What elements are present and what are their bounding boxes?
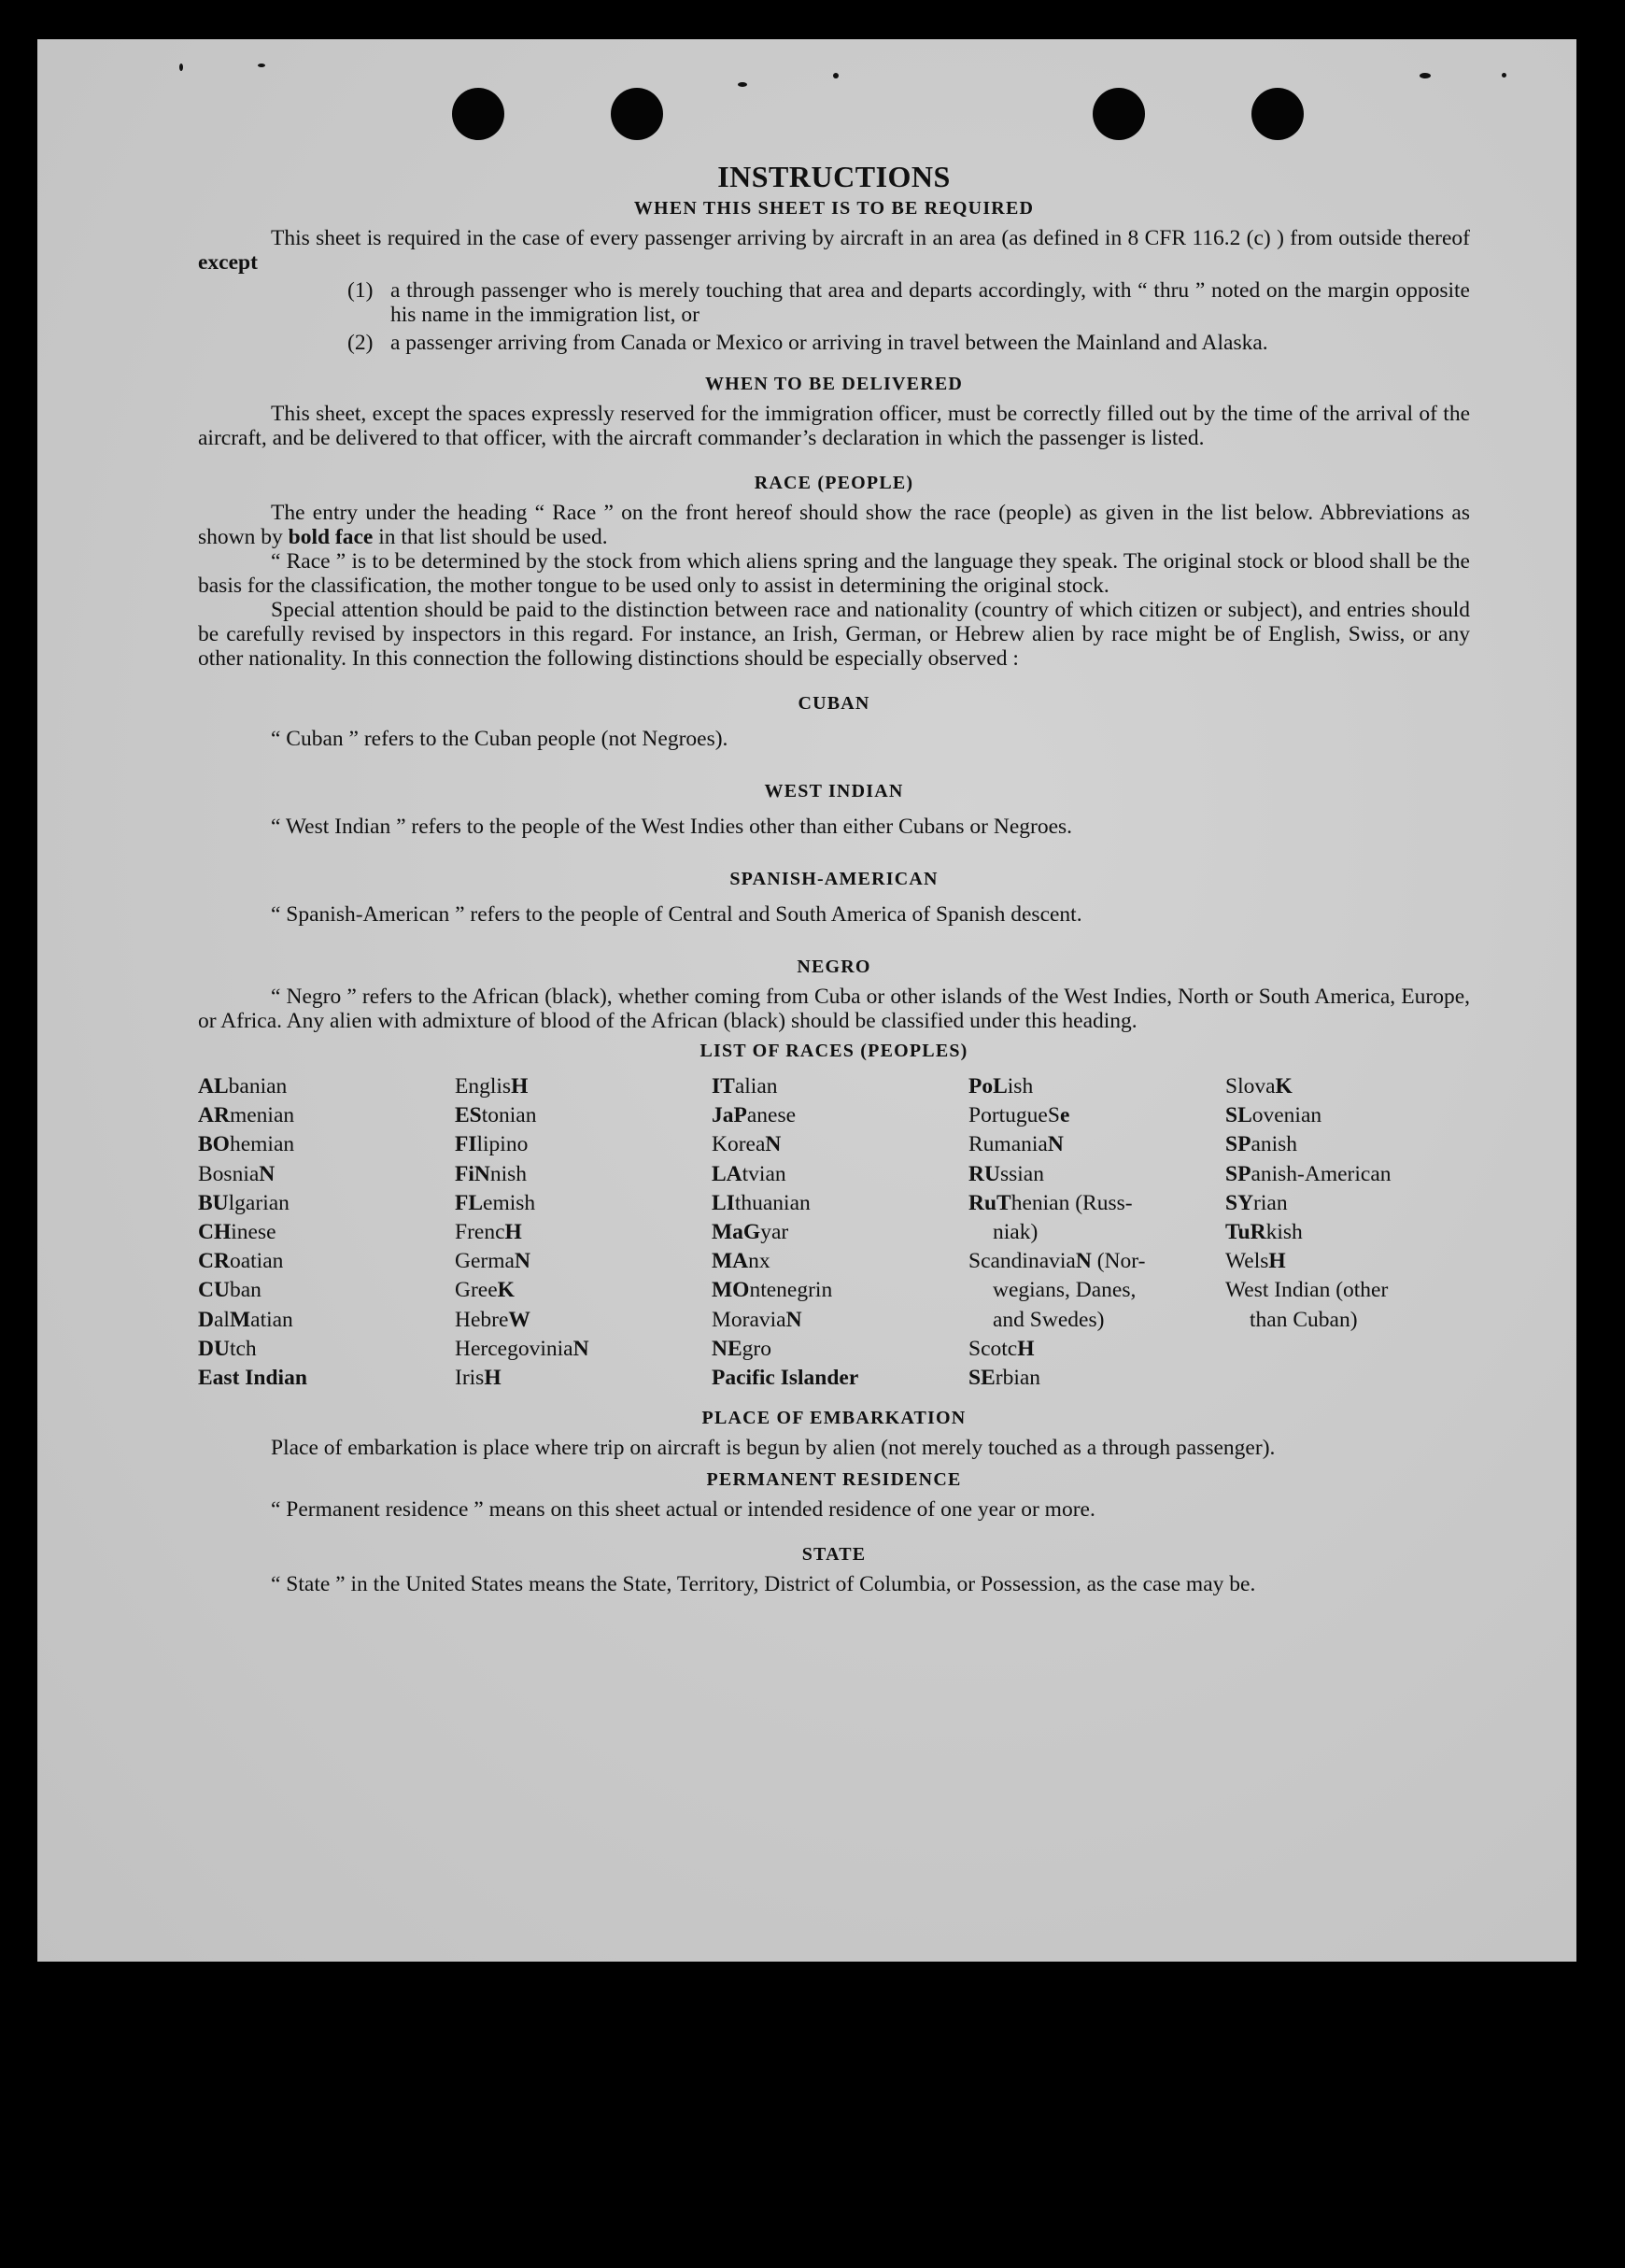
punch-hole — [452, 88, 504, 140]
race-entry: GermaN — [455, 1249, 530, 1274]
race-entry: CHinese — [198, 1220, 276, 1245]
race-entry: BOhemian — [198, 1132, 295, 1157]
residence-body: “ Permanent residence ” means on this sheet actual or intended residence of one year or more. — [271, 1497, 1095, 1523]
section-heading-west-indian: WEST INDIAN — [764, 781, 904, 801]
race-entry: SLovenian — [1225, 1103, 1322, 1128]
race-entry: RUssian — [968, 1161, 1044, 1186]
race-entry: RuThenian (Russ- — [968, 1190, 1133, 1215]
race-entry: KoreaN — [712, 1132, 782, 1157]
race-paragraph-1 — [198, 501, 1470, 549]
speck — [1420, 73, 1431, 78]
list-item-text: a through passenger who is merely touching that area and departs accordingly, with “ thru ” noted on the margin opposite his name in the immigration list, or — [390, 278, 1470, 327]
race-entry: MaGyar — [712, 1220, 789, 1245]
list-item-number: (1) — [347, 278, 374, 303]
race-p1-suffix: in that list should be used. — [373, 525, 608, 549]
race-entry: WelsH — [1225, 1249, 1286, 1274]
race-column — [198, 1072, 455, 1393]
section-heading-residence: PERMANENT RESIDENCE — [706, 1469, 962, 1491]
race-entry: EStonian — [455, 1103, 537, 1128]
required-body-emphasis: except — [198, 250, 258, 275]
state-body: “ State ” in the United States means the State, Territory, District of Columbia, or Possession, as the case may be. — [271, 1572, 1256, 1597]
race-entry: CUban — [198, 1278, 261, 1303]
race-entry: East Indian — [198, 1366, 307, 1391]
section-heading-embarkation: PLACE OF EMBARKATION — [701, 1408, 967, 1429]
race-paragraph-3: Special attention should be paid to the distinction between race and nationality (country of which citizen or subject), and entries should be carefully revised by inspectors in this regard. For instance, an Irish, German, or Hebrew alien by race might be of English, Swiss, or any other nationality. In this connection the following distinctions should be especially observed : — [198, 598, 1470, 671]
race-entry: LAtvian — [712, 1161, 786, 1186]
races-table — [198, 1072, 1470, 1393]
race-entry: EnglisH — [455, 1074, 529, 1099]
race-entry: FLemish — [455, 1190, 536, 1215]
speck — [179, 64, 183, 71]
race-entry: TuRkish — [1225, 1220, 1303, 1245]
section-heading-state: STATE — [801, 1544, 867, 1566]
race-entry: BUlgarian — [198, 1190, 290, 1215]
speck — [1502, 73, 1506, 78]
punch-hole — [611, 88, 663, 140]
race-entry: MoraviaN — [712, 1307, 802, 1332]
race-entry: wegians, Danes, — [993, 1278, 1137, 1303]
required-body-text: This sheet is required in the case of every passenger arriving by aircraft in an area (as defined in 8 CFR 116.2 (c) ) from outside thereof — [271, 226, 1470, 250]
race-entry: PortugueSe — [968, 1103, 1070, 1128]
list-item-text: a passenger arriving from Canada or Mexico or arriving in travel between the Mainland and Alaska. — [390, 331, 1268, 355]
section-heading-required: WHEN THIS SHEET IS TO BE REQUIRED — [633, 198, 1035, 219]
race-entry: FiNnish — [455, 1161, 528, 1186]
section-heading-spanish-american: SPANISH-AMERICAN — [729, 869, 939, 889]
race-entry: HercegoviniaN — [455, 1336, 589, 1361]
race-entry: MOntenegrin — [712, 1278, 833, 1303]
delivered-body: This sheet, except the spaces expressly reserved for the immigration officer, must be correctly filled out by the time of the arrival of the aircraft, and be delivered to that officer, with the aircraft commander’s declaration in which the passenger is listed. — [198, 402, 1470, 450]
race-p1-bold: bold face — [288, 525, 374, 549]
race-entry: JaPanese — [712, 1103, 797, 1128]
punch-hole — [1251, 88, 1304, 140]
section-heading-race: RACE (PEOPLE) — [754, 473, 914, 493]
race-entry: ALbanian — [198, 1074, 288, 1099]
list-item — [347, 278, 1470, 327]
race-entry: FIlipino — [455, 1132, 529, 1157]
race-entry: than Cuban) — [1250, 1307, 1358, 1332]
document-page — [37, 39, 1576, 1962]
race-entry: GreeK — [455, 1278, 515, 1303]
spanish-american-body: “ Spanish-American ” refers to the people of Central and South America of Spanish descent. — [271, 902, 1082, 927]
race-entry: SErbian — [968, 1366, 1041, 1391]
race-column — [712, 1072, 968, 1393]
race-column — [455, 1072, 712, 1393]
cuban-body: “ Cuban ” refers to the Cuban people (not Negroes). — [271, 727, 728, 751]
race-entry: West Indian (other — [1225, 1278, 1389, 1303]
race-entry: IrisH — [455, 1366, 502, 1391]
race-entry: ScotcH — [968, 1336, 1035, 1361]
punch-hole — [1093, 88, 1145, 140]
race-column — [968, 1072, 1225, 1393]
race-paragraph-2: “ Race ” is to be determined by the stock from which aliens spring and the language they speak. The original stock or blood shall be the basis for the classification, the mother tongue to be used only to assist in determining the original stock. — [198, 549, 1470, 598]
race-entry: ITalian — [712, 1074, 778, 1099]
section-heading-negro: NEGRO — [797, 957, 871, 977]
section-heading-delivered: WHEN TO BE DELIVERED — [704, 374, 964, 394]
west-indian-body: “ West Indian ” refers to the people of the West Indies other than either Cubans or Negroes. — [271, 815, 1073, 839]
section-heading-list-of-races: LIST OF RACES (PEOPLES) — [699, 1041, 968, 1061]
speck — [833, 73, 839, 78]
race-p1-prefix: The entry under the heading “ Race ” on the front hereof should show the race (people) as given in the list below. Abbreviations as shown by — [198, 501, 1470, 549]
race-entry: CRoatian — [198, 1249, 284, 1274]
race-entry: SYrian — [1225, 1190, 1288, 1215]
race-column — [1225, 1072, 1470, 1393]
section-heading-cuban: CUBAN — [798, 693, 870, 714]
race-entry: FrencH — [455, 1220, 522, 1245]
race-entry: HebreW — [455, 1307, 530, 1332]
negro-body: “ Negro ” refers to the African (black), whether coming from Cuba or other islands of the West Indies, North or South America, Europe, or Africa. Any alien with admixture of blood of the African (black) should be classified under this heading. — [198, 985, 1470, 1033]
race-entry: Pacific Islander — [712, 1366, 859, 1391]
race-entry: SlovaK — [1225, 1074, 1293, 1099]
list-item-number: (2) — [347, 331, 374, 355]
exceptions-list — [198, 278, 1470, 355]
race-entry: and Swedes) — [993, 1307, 1105, 1332]
speck — [258, 64, 265, 67]
list-item — [347, 331, 1470, 355]
instructions-content — [198, 160, 1470, 1597]
race-entry: ARmenian — [198, 1103, 295, 1128]
race-entry: BosniaN — [198, 1161, 276, 1186]
race-entry: DUtch — [198, 1336, 257, 1361]
race-entry: PoLish — [968, 1074, 1034, 1099]
speck — [738, 82, 747, 87]
race-entry: DalMatian — [198, 1307, 293, 1332]
required-body — [198, 226, 1470, 275]
embarkation-body: Place of embarkation is place where trip on aircraft is begun by alien (not merely touched as a through passenger). — [271, 1436, 1276, 1461]
race-entry: MAnx — [712, 1249, 770, 1274]
race-entry: ScandinaviaN (Nor- — [968, 1249, 1146, 1274]
race-entry: LIthuanian — [712, 1190, 811, 1215]
page-title: INSTRUCTIONS — [717, 160, 951, 193]
race-entry: SPanish-American — [1225, 1161, 1392, 1186]
race-entry: niak) — [993, 1220, 1039, 1245]
race-entry: RumaniaN — [968, 1132, 1064, 1157]
race-entry: SPanish — [1225, 1132, 1298, 1157]
race-entry: NEgro — [712, 1336, 771, 1361]
